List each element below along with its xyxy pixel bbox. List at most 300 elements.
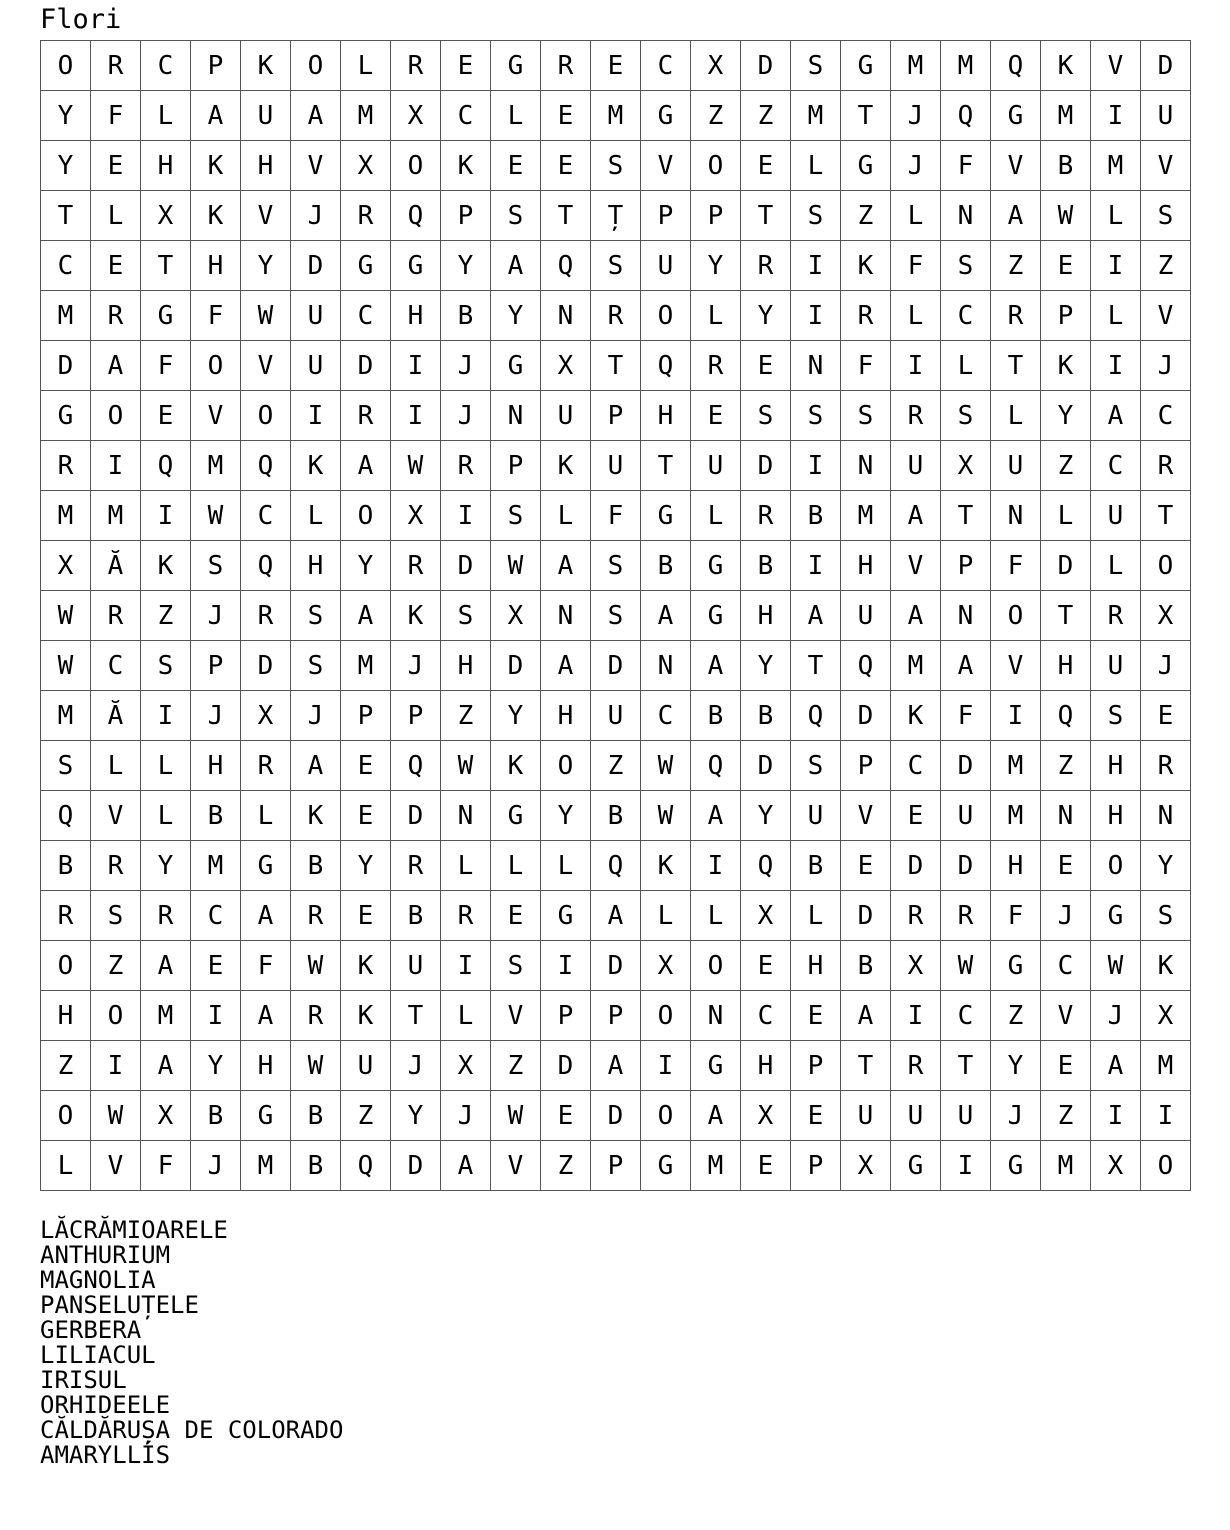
grid-cell[interactable]: P [191,41,241,91]
grid-cell[interactable]: S [91,891,141,941]
grid-cell[interactable]: C [941,291,991,341]
grid-cell[interactable]: T [1141,491,1191,541]
grid-cell[interactable]: Z [741,91,791,141]
grid-cell[interactable]: U [1091,641,1141,691]
grid-cell[interactable]: U [941,1091,991,1141]
grid-cell[interactable]: I [391,341,441,391]
grid-cell[interactable]: O [641,291,691,341]
grid-cell[interactable]: A [891,591,941,641]
grid-cell[interactable]: O [91,991,141,1041]
grid-cell[interactable]: B [791,491,841,541]
grid-cell[interactable]: I [791,541,841,591]
grid-cell[interactable]: G [991,941,1041,991]
grid-cell[interactable]: W [641,741,691,791]
grid-cell[interactable]: S [791,41,841,91]
grid-cell[interactable]: H [191,241,241,291]
grid-cell[interactable]: J [191,691,241,741]
grid-cell[interactable]: E [791,1091,841,1141]
grid-cell[interactable]: F [991,541,1041,591]
grid-cell[interactable]: P [841,741,891,791]
grid-cell[interactable]: R [241,741,291,791]
grid-cell[interactable]: I [441,491,491,541]
grid-cell[interactable]: L [491,91,541,141]
grid-cell[interactable]: E [141,391,191,441]
grid-cell[interactable]: Y [241,241,291,291]
grid-cell[interactable]: Y [41,91,91,141]
grid-cell[interactable]: T [841,91,891,141]
grid-cell[interactable]: P [691,191,741,241]
grid-cell[interactable]: H [441,641,491,691]
grid-cell[interactable]: R [91,41,141,91]
grid-cell[interactable]: K [291,441,341,491]
grid-cell[interactable]: R [891,891,941,941]
grid-cell[interactable]: F [891,241,941,291]
grid-cell[interactable]: R [241,591,291,641]
grid-cell[interactable]: E [91,141,141,191]
grid-cell[interactable]: L [441,841,491,891]
grid-cell[interactable]: C [741,991,791,1041]
grid-cell[interactable]: E [1041,841,1091,891]
grid-cell[interactable]: A [141,941,191,991]
grid-cell[interactable]: L [791,141,841,191]
grid-cell[interactable]: P [591,1141,641,1191]
grid-cell[interactable]: L [41,1141,91,1191]
grid-cell[interactable]: F [241,941,291,991]
grid-cell[interactable]: W [41,641,91,691]
grid-cell[interactable]: Y [1041,391,1091,441]
grid-cell[interactable]: Q [941,91,991,141]
grid-cell[interactable]: A [141,1041,191,1091]
grid-cell[interactable]: N [641,641,691,691]
grid-cell[interactable]: D [541,1041,591,1091]
grid-cell[interactable]: N [791,341,841,391]
grid-cell[interactable]: T [391,991,441,1041]
grid-cell[interactable]: Q [791,691,841,741]
grid-cell[interactable]: M [891,641,941,691]
grid-cell[interactable]: K [291,791,341,841]
grid-cell[interactable]: M [991,741,1041,791]
grid-cell[interactable]: G [241,1091,291,1141]
grid-cell[interactable]: L [541,491,591,541]
grid-cell[interactable]: U [641,241,691,291]
grid-cell[interactable]: E [541,1091,591,1141]
grid-cell[interactable]: M [141,991,191,1041]
grid-cell[interactable]: Z [1041,441,1091,491]
grid-cell[interactable]: X [391,91,441,141]
grid-cell[interactable]: Y [441,241,491,291]
grid-cell[interactable]: W [191,491,241,541]
grid-cell[interactable]: R [291,991,341,1041]
grid-cell[interactable]: A [491,241,541,291]
grid-cell[interactable]: T [841,1041,891,1091]
grid-cell[interactable]: W [941,941,991,991]
grid-cell[interactable]: E [741,341,791,391]
grid-cell[interactable]: D [591,641,641,691]
grid-cell[interactable]: V [991,641,1041,691]
grid-cell[interactable]: A [691,641,741,691]
grid-cell[interactable]: T [941,1041,991,1091]
grid-cell[interactable]: L [291,491,341,541]
grid-cell[interactable]: J [1141,641,1191,691]
grid-cell[interactable]: T [991,341,1041,391]
grid-cell[interactable]: B [41,841,91,891]
grid-cell[interactable]: X [941,441,991,491]
grid-cell[interactable]: D [1041,541,1091,591]
grid-cell[interactable]: F [191,291,241,341]
grid-cell[interactable]: N [941,591,991,641]
grid-cell[interactable]: M [1041,91,1091,141]
grid-cell[interactable]: L [91,191,141,241]
grid-cell[interactable]: L [341,41,391,91]
grid-cell[interactable]: S [941,241,991,291]
grid-cell[interactable]: H [1091,791,1141,841]
grid-cell[interactable]: D [41,341,91,391]
grid-cell[interactable]: C [641,691,691,741]
grid-cell[interactable]: Q [391,741,441,791]
grid-cell[interactable]: Y [191,1041,241,1091]
grid-cell[interactable]: W [41,591,91,641]
grid-cell[interactable]: E [491,891,541,941]
grid-cell[interactable]: X [241,691,291,741]
grid-cell[interactable]: B [591,791,641,841]
grid-cell[interactable]: J [1141,341,1191,391]
grid-cell[interactable]: D [241,641,291,691]
grid-cell[interactable]: O [91,391,141,441]
grid-cell[interactable]: L [691,891,741,941]
grid-cell[interactable]: V [241,341,291,391]
grid-cell[interactable]: O [1091,841,1141,891]
grid-cell[interactable]: X [841,1141,891,1191]
grid-cell[interactable]: R [1141,441,1191,491]
grid-cell[interactable]: K [891,691,941,741]
grid-cell[interactable]: H [1091,741,1141,791]
grid-cell[interactable]: S [941,391,991,441]
grid-cell[interactable]: R [41,891,91,941]
grid-cell[interactable]: C [891,741,941,791]
grid-cell[interactable]: F [941,691,991,741]
grid-cell[interactable]: O [1141,541,1191,591]
grid-cell[interactable]: G [641,1141,691,1191]
grid-cell[interactable]: Q [691,741,741,791]
grid-cell[interactable]: S [841,391,891,441]
grid-cell[interactable]: Z [1041,1091,1091,1141]
grid-cell[interactable]: C [641,41,691,91]
grid-cell[interactable]: Q [341,1141,391,1191]
grid-cell[interactable]: W [491,541,541,591]
grid-cell[interactable]: L [991,391,1041,441]
grid-cell[interactable]: O [641,1091,691,1141]
grid-cell[interactable]: L [891,191,941,241]
grid-cell[interactable]: E [741,1141,791,1191]
grid-cell[interactable]: L [491,841,541,891]
grid-cell[interactable]: H [841,541,891,591]
grid-cell[interactable]: M [991,791,1041,841]
grid-cell[interactable]: D [391,791,441,841]
grid-cell[interactable]: Y [41,141,91,191]
grid-cell[interactable]: R [991,291,1041,341]
grid-cell[interactable]: H [241,1041,291,1091]
grid-cell[interactable]: H [1041,641,1091,691]
grid-cell[interactable]: A [591,891,641,941]
grid-cell[interactable]: G [341,241,391,291]
grid-cell[interactable]: A [691,1091,741,1141]
grid-cell[interactable]: S [191,541,241,591]
grid-cell[interactable]: P [941,541,991,591]
grid-cell[interactable]: D [941,741,991,791]
grid-cell[interactable]: S [741,391,791,441]
grid-cell[interactable]: E [541,91,591,141]
grid-cell[interactable]: Y [991,1041,1041,1091]
grid-cell[interactable]: N [941,191,991,241]
grid-cell[interactable]: O [41,1091,91,1141]
grid-cell[interactable]: S [591,241,641,291]
grid-cell[interactable]: K [241,41,291,91]
grid-cell[interactable]: M [891,41,941,91]
grid-cell[interactable]: W [1091,941,1141,991]
grid-cell[interactable]: I [91,441,141,491]
grid-cell[interactable]: P [441,191,491,241]
grid-cell[interactable]: I [641,1041,691,1091]
grid-cell[interactable]: W [441,741,491,791]
grid-cell[interactable]: L [141,741,191,791]
grid-cell[interactable]: G [141,291,191,341]
grid-cell[interactable]: X [641,941,691,991]
grid-cell[interactable]: Y [391,1091,441,1141]
grid-cell[interactable]: K [841,241,891,291]
grid-cell[interactable]: V [91,1141,141,1191]
grid-cell[interactable]: I [91,1041,141,1091]
grid-cell[interactable]: I [1091,241,1141,291]
grid-cell[interactable]: A [241,891,291,941]
grid-cell[interactable]: J [1041,891,1091,941]
grid-cell[interactable]: R [441,441,491,491]
grid-cell[interactable]: N [491,391,541,441]
grid-cell[interactable]: C [441,91,491,141]
grid-cell[interactable]: H [741,1041,791,1091]
grid-cell[interactable]: N [541,591,591,641]
grid-cell[interactable]: P [391,691,441,741]
grid-cell[interactable]: Z [1141,241,1191,291]
grid-cell[interactable]: T [41,191,91,241]
grid-cell[interactable]: I [891,341,941,391]
grid-cell[interactable]: S [1141,891,1191,941]
grid-cell[interactable]: V [491,991,541,1041]
grid-cell[interactable]: J [291,691,341,741]
grid-cell[interactable]: C [941,991,991,1041]
grid-cell[interactable]: I [991,691,1041,741]
grid-cell[interactable]: A [241,991,291,1041]
grid-cell[interactable]: J [191,591,241,641]
grid-cell[interactable]: E [341,791,391,841]
grid-cell[interactable]: U [541,391,591,441]
grid-cell[interactable]: S [291,591,341,641]
grid-cell[interactable]: L [691,491,741,541]
grid-cell[interactable]: X [891,941,941,991]
grid-cell[interactable]: A [891,491,941,541]
grid-cell[interactable]: Y [741,641,791,691]
grid-cell[interactable]: B [191,1091,241,1141]
grid-cell[interactable]: R [891,1041,941,1091]
grid-cell[interactable]: G [991,91,1041,141]
grid-cell[interactable]: R [341,391,391,441]
grid-cell[interactable]: Y [341,841,391,891]
grid-cell[interactable]: A [291,91,341,141]
grid-cell[interactable]: R [891,391,941,441]
grid-cell[interactable]: K [1041,41,1091,91]
grid-cell[interactable]: X [691,41,741,91]
grid-cell[interactable]: K [341,941,391,991]
grid-cell[interactable]: A [591,1041,641,1091]
grid-cell[interactable]: G [891,1141,941,1191]
grid-cell[interactable]: U [341,1041,391,1091]
grid-cell[interactable]: F [991,891,1041,941]
grid-cell[interactable]: M [1141,1041,1191,1091]
grid-cell[interactable]: E [691,391,741,441]
grid-cell[interactable]: H [641,391,691,441]
grid-cell[interactable]: Y [741,291,791,341]
grid-cell[interactable]: Y [141,841,191,891]
grid-cell[interactable]: V [1041,991,1091,1041]
grid-cell[interactable]: S [441,591,491,641]
grid-cell[interactable]: J [991,1091,1041,1141]
grid-cell[interactable]: I [391,391,441,441]
grid-cell[interactable]: B [841,941,891,991]
grid-cell[interactable]: O [41,941,91,991]
grid-cell[interactable]: Z [541,1141,591,1191]
grid-cell[interactable]: H [41,991,91,1041]
grid-cell[interactable]: I [141,691,191,741]
grid-cell[interactable]: G [491,41,541,91]
grid-cell[interactable]: I [1091,91,1141,141]
grid-cell[interactable]: N [841,441,891,491]
grid-cell[interactable]: N [541,291,591,341]
grid-cell[interactable]: F [941,141,991,191]
grid-cell[interactable]: W [291,941,341,991]
grid-cell[interactable]: P [591,991,641,1041]
grid-cell[interactable]: H [791,941,841,991]
grid-cell[interactable]: G [991,1141,1041,1191]
grid-cell[interactable]: R [291,891,341,941]
grid-cell[interactable]: U [291,291,341,341]
grid-cell[interactable]: Y [341,541,391,591]
grid-cell[interactable]: Q [241,441,291,491]
grid-cell[interactable]: I [941,1141,991,1191]
grid-cell[interactable]: N [1141,791,1191,841]
grid-cell[interactable]: L [1091,541,1141,591]
grid-cell[interactable]: Q [591,841,641,891]
grid-cell[interactable]: D [291,241,341,291]
grid-cell[interactable]: O [341,491,391,541]
grid-cell[interactable]: S [591,591,641,641]
grid-cell[interactable]: B [791,841,841,891]
grid-cell[interactable]: Z [441,691,491,741]
grid-cell[interactable]: O [641,991,691,1041]
grid-cell[interactable]: V [91,791,141,841]
grid-cell[interactable]: A [541,541,591,591]
grid-cell[interactable]: M [1091,141,1141,191]
grid-cell[interactable]: E [91,241,141,291]
grid-cell[interactable]: V [891,541,941,591]
grid-cell[interactable]: Z [141,591,191,641]
grid-cell[interactable]: Z [41,1041,91,1091]
grid-cell[interactable]: B [291,841,341,891]
grid-cell[interactable]: G [841,141,891,191]
grid-cell[interactable]: I [791,441,841,491]
grid-cell[interactable]: D [591,1091,641,1141]
grid-cell[interactable]: E [741,941,791,991]
grid-cell[interactable]: E [741,141,791,191]
grid-cell[interactable]: P [491,441,541,491]
grid-cell[interactable]: C [41,241,91,291]
grid-cell[interactable]: D [1141,41,1191,91]
grid-cell[interactable]: O [991,591,1041,641]
grid-cell[interactable]: S [791,391,841,441]
grid-cell[interactable]: Q [641,341,691,391]
grid-cell[interactable]: V [241,191,291,241]
grid-cell[interactable]: X [741,1091,791,1141]
grid-cell[interactable]: W [641,791,691,841]
grid-cell[interactable]: A [791,591,841,641]
grid-cell[interactable]: G [41,391,91,441]
grid-cell[interactable]: Q [841,641,891,691]
grid-cell[interactable]: D [391,1141,441,1191]
grid-cell[interactable]: B [1041,141,1091,191]
grid-cell[interactable]: V [841,791,891,841]
grid-cell[interactable]: O [241,391,291,441]
grid-cell[interactable]: K [341,991,391,1041]
grid-cell[interactable]: B [391,891,441,941]
grid-cell[interactable]: T [641,441,691,491]
grid-cell[interactable]: S [791,191,841,241]
grid-cell[interactable]: C [191,891,241,941]
grid-cell[interactable]: H [291,541,341,591]
grid-cell[interactable]: M [91,491,141,541]
grid-cell[interactable]: P [341,691,391,741]
grid-cell[interactable]: D [841,891,891,941]
grid-cell[interactable]: O [391,141,441,191]
grid-cell[interactable]: I [191,991,241,1041]
grid-cell[interactable]: E [541,141,591,191]
grid-cell[interactable]: C [141,41,191,91]
grid-cell[interactable]: M [341,641,391,691]
grid-cell[interactable]: D [891,841,941,891]
grid-cell[interactable]: L [241,791,291,841]
grid-cell[interactable]: H [541,691,591,741]
grid-cell[interactable]: R [391,41,441,91]
grid-cell[interactable]: J [891,141,941,191]
grid-cell[interactable]: P [541,991,591,1041]
grid-cell[interactable]: Y [491,291,541,341]
grid-cell[interactable]: Z [1041,741,1091,791]
grid-cell[interactable]: V [291,141,341,191]
grid-cell[interactable]: J [441,341,491,391]
grid-cell[interactable]: G [541,891,591,941]
grid-cell[interactable]: L [641,891,691,941]
grid-cell[interactable]: A [441,1141,491,1191]
grid-cell[interactable]: Y [491,691,541,741]
grid-cell[interactable]: V [491,1141,541,1191]
grid-cell[interactable]: Q [741,841,791,891]
grid-cell[interactable]: K [491,741,541,791]
grid-cell[interactable]: G [491,341,541,391]
grid-cell[interactable]: T [941,491,991,541]
grid-cell[interactable]: P [1041,291,1091,341]
grid-cell[interactable]: M [191,841,241,891]
grid-cell[interactable]: W [391,441,441,491]
grid-cell[interactable]: I [141,491,191,541]
grid-cell[interactable]: I [1091,341,1141,391]
grid-cell[interactable]: E [1041,241,1091,291]
